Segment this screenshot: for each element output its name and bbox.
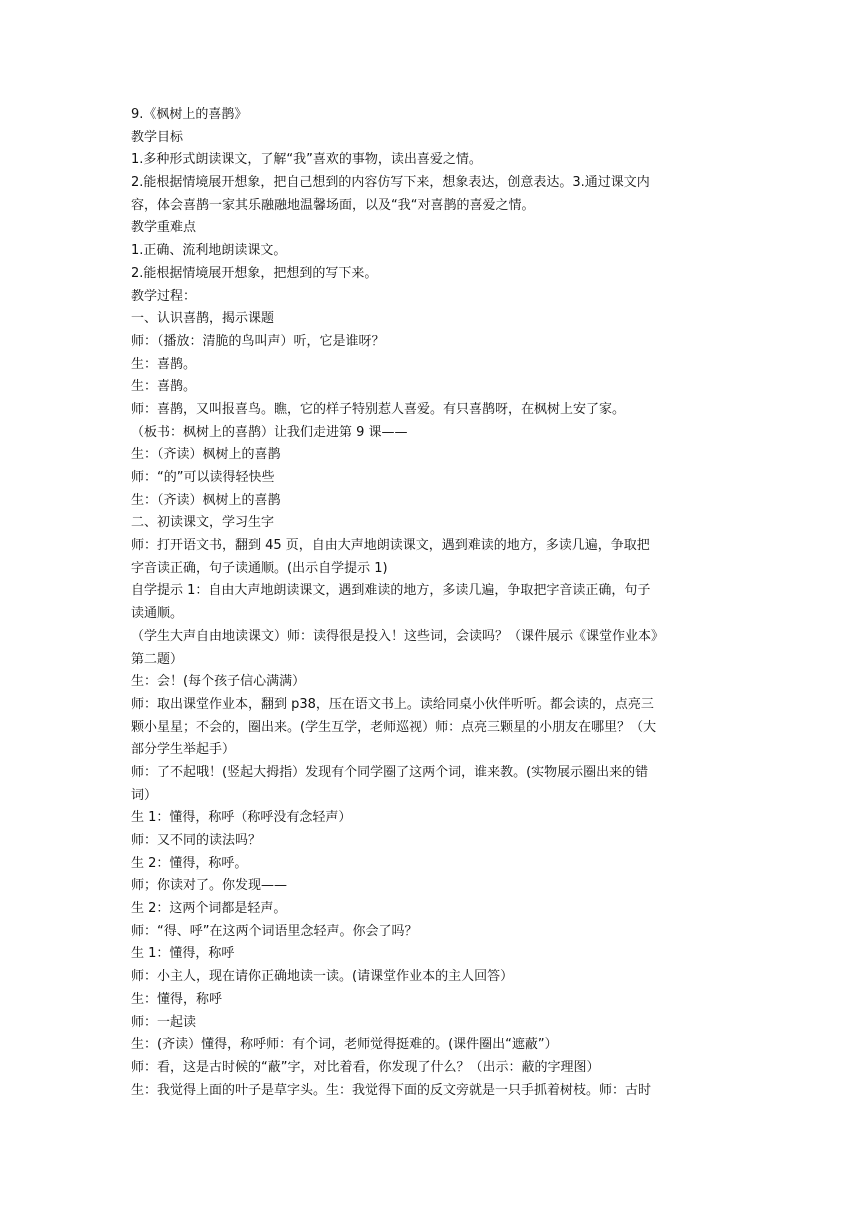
section-heading-key-points: 教学重难点 xyxy=(131,220,197,236)
section-heading-process: 教学过程： xyxy=(131,288,197,304)
section-heading-objectives: 教学目标 xyxy=(131,129,184,145)
text-line: 师：“得、呼”在这两个词语里念轻声。你会了吗？ xyxy=(131,923,418,939)
text-line: 第二题） xyxy=(131,651,184,667)
text-line: 容，体会喜鹊一家其乐融融地温馨场面，以及“我“对喜鹊的喜爱之情。 xyxy=(131,197,535,213)
text-line: 师：小主人，现在请你正确地读一读。(请课堂作业本的主人回答） xyxy=(131,969,514,985)
text-line: 师：一起读 xyxy=(131,1014,197,1030)
text-line: 生 2：这两个词都是轻声。 xyxy=(131,901,287,917)
text-line: 颗小星星；不会的，圈出来。(学生互学，老师巡视）师：点亮三颗星的小朋友在哪里？（大 xyxy=(131,719,657,735)
text-line: （学生大声自由地读课文）师：读得很是投入！这些词，会读吗？（课件展示《课堂作业本》 xyxy=(131,628,665,644)
subsection-heading: 二、初读课文，学习生字 xyxy=(131,515,275,531)
lesson-title: 9.《枫树上的喜鹊》 xyxy=(131,107,248,122)
text-line: 师：“的”可以读得轻快些 xyxy=(131,470,275,485)
text-line: 部分学生举起手） xyxy=(131,742,236,758)
text-line: 生 1：懂得，称呼 xyxy=(131,946,235,962)
text-line: 2.能根据情境展开想象，把想到的写下来。 xyxy=(131,265,378,281)
text-line: 生：(齐读）懂得，称呼师：有个词，老师觉得挺难的。(课件圈出“遮蔽”） xyxy=(131,1037,558,1053)
text-line: 字音读正确，句子读通顺。(出示自学提示 1) xyxy=(131,560,388,576)
text-line: 生：喜鹊。 xyxy=(131,379,197,395)
text-line: 生：喜鹊。 xyxy=(131,356,197,372)
text-line: 师：又不同的读法吗？ xyxy=(131,833,262,848)
text-line: 师：（播放：清脆的鸟叫声）听，它是谁呀？ xyxy=(131,333,385,349)
text-line: 生：我觉得上面的叶子是草字头。生：我觉得下面的反文旁就是一只手抓着树枝。师：古时 xyxy=(131,1082,652,1098)
text-line: 师：了不起哦！(竖起大拇指）发现有个同学圈了这两个词，谁来教。(实物展示圈出来的错 xyxy=(131,764,649,780)
text-line: 生 2：懂得，称呼。 xyxy=(131,855,248,871)
text-line: 生：（齐读）枫树上的喜鹊 xyxy=(131,447,281,463)
text-line: 生：懂得，称呼 xyxy=(131,991,223,1007)
text-line: 1.多种形式朗读课文，了解“我”喜欢的事物，读出喜爱之情。 xyxy=(131,152,482,168)
text-line: 师：取出课堂作业本，翻到 p38，压在语文书上。读给同桌小伙伴听听。都会读的，点亮三 xyxy=(131,696,654,712)
text-line: 1.正确、流利地朗读课文。 xyxy=(131,243,287,259)
text-line: 师：看，这是古时候的“蔽”字，对比着看，你发现了什么？（出示：蔽的字理图） xyxy=(131,1059,600,1075)
text-line: 生：（齐读）枫树上的喜鹊 xyxy=(131,492,281,508)
text-line: 师：打开语文书，翻到 45 页，自由大声地朗读课文，遇到难读的地方，多读几遍，争取把 xyxy=(131,538,650,554)
text-line: 生 1：懂得，称呼（称呼没有念轻声） xyxy=(131,810,352,826)
text-line: 读通顺。 xyxy=(131,606,184,622)
text-line: 2.能根据情境展开想象，把自己想到的内容仿写下来，想象表达，创意表达。3.通过课文内 xyxy=(131,175,650,191)
text-line: 师：喜鹊，又叫报喜鸟。瞧，它的样子特别惹人喜爱。有只喜鹊呀，在枫树上安了家。 xyxy=(131,401,626,417)
subsection-heading: 一、认识喜鹊，揭示课题 xyxy=(131,311,275,327)
document-page xyxy=(131,104,739,1102)
text-line: 师；你读对了。你发现—— xyxy=(131,878,288,894)
text-line: （板书：枫树上的喜鹊）让我们走进第 9 课—— xyxy=(131,424,408,440)
text-line: 自学提示 1：自由大声地朗读课文，遇到难读的地方，多读几遍，争取把字音读正确，句子 xyxy=(131,583,651,599)
text-line: 词） xyxy=(131,787,158,803)
text-line: 生：会！(每个孩子信心满满） xyxy=(131,674,306,690)
